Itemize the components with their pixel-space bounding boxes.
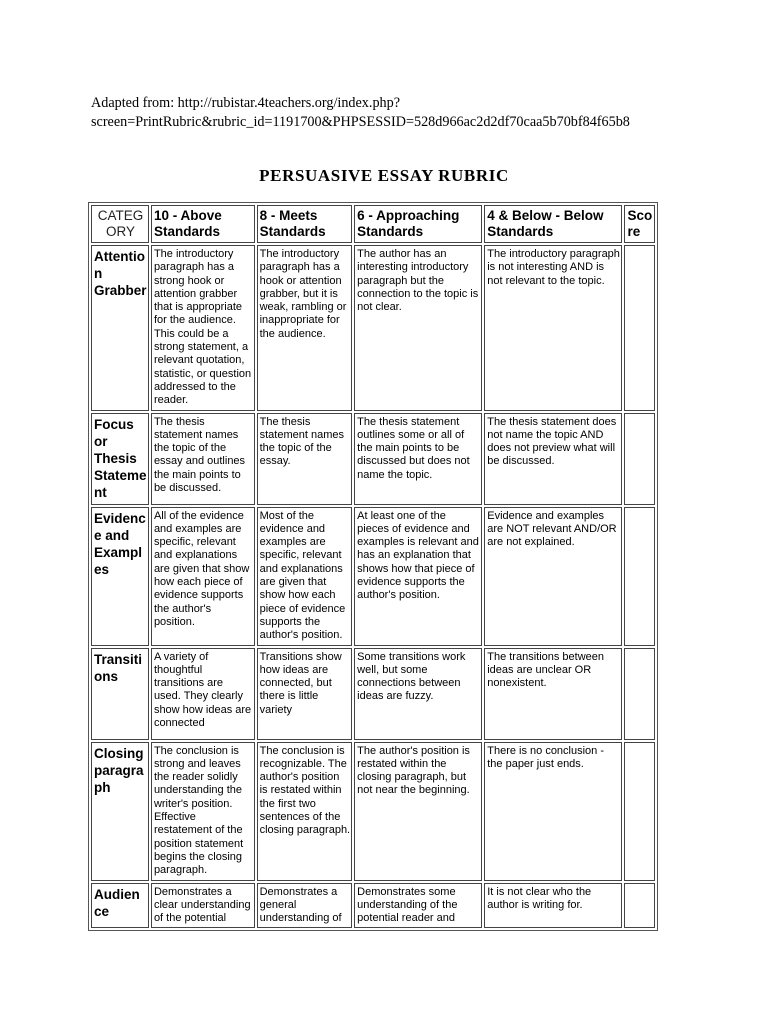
header-category: CATEGORY bbox=[91, 205, 149, 243]
level-8-cell: The introductory paragraph has a hook or attention grabber, but it is weak, rambling or inappropriate for the audience. bbox=[257, 245, 353, 411]
source-citation bbox=[91, 94, 731, 132]
category-cell: Closing paragraph bbox=[91, 742, 149, 881]
category-cell: Transitions bbox=[91, 648, 149, 740]
table-row bbox=[91, 883, 655, 929]
level-4-cell: It is not clear who the author is writing for. bbox=[484, 883, 622, 929]
category-cell: Focus or Thesis Statement bbox=[91, 413, 149, 505]
source-line-1: Adapted from: http://rubistar.4teachers.org/index.php? bbox=[91, 95, 401, 111]
table-row bbox=[91, 742, 655, 881]
level-4-cell: The transitions between ideas are unclear OR nonexistent. bbox=[484, 648, 622, 740]
category-cell: Attention Grabber bbox=[91, 245, 149, 411]
level-6-cell: At least one of the pieces of evidence and examples is relevant and has an explanation that shows how that piece of evidence supports the author's position. bbox=[354, 507, 482, 646]
level-6-cell: Demonstrates some understanding of the potential reader and bbox=[354, 883, 482, 929]
page-title: PERSUASIVE ESSAY RUBRIC bbox=[259, 166, 509, 185]
score-cell bbox=[624, 245, 655, 411]
level-10-cell: The conclusion is strong and leaves the reader solidly understanding the writer's position. Effective restatement of the position statement begins the closing paragraph. bbox=[151, 742, 255, 881]
source-line-2: screen=PrintRubric&rubric_id=1191700&PHPSESSID=528d966ac2d2df70caa5b70bf84f65b8 bbox=[91, 114, 630, 130]
level-6-cell: The author's position is restated within the closing paragraph, but not near the beginning. bbox=[354, 742, 482, 881]
level-10-cell: A variety of thoughtful transitions are used. They clearly show how ideas are connected bbox=[151, 648, 255, 740]
header-level-10: 10 - Above Standards bbox=[151, 205, 255, 243]
level-10-cell: Demonstrates a clear understanding of the potential bbox=[151, 883, 255, 929]
score-cell bbox=[624, 883, 655, 929]
header-score: Score bbox=[624, 205, 655, 243]
category-cell: Audience bbox=[91, 883, 149, 929]
score-cell bbox=[624, 507, 655, 646]
table-row bbox=[91, 507, 655, 646]
table-row bbox=[91, 245, 655, 411]
level-6-cell: The thesis statement outlines some or all of the main points to be discussed but does not name the topic. bbox=[354, 413, 482, 505]
header-level-4: 4 & Below - Below Standards bbox=[484, 205, 622, 243]
level-4-cell: The thesis statement does not name the topic AND does not preview what will be discussed. bbox=[484, 413, 622, 505]
level-8-cell: Demonstrates a general understanding of bbox=[257, 883, 353, 929]
level-8-cell: Most of the evidence and examples are specific, relevant and explanations are given that show how each piece of evidence supports the author's position. bbox=[257, 507, 353, 646]
level-4-cell: There is no conclusion - the paper just ends. bbox=[484, 742, 622, 881]
header-level-6: 6 - Approaching Standards bbox=[354, 205, 482, 243]
header-row bbox=[91, 205, 655, 243]
score-cell bbox=[624, 648, 655, 740]
table-row bbox=[91, 648, 655, 740]
level-4-cell: The introductory paragraph is not interesting AND is not relevant to the topic. bbox=[484, 245, 622, 411]
level-8-cell: Transitions show how ideas are connected, but there is little variety bbox=[257, 648, 353, 740]
score-cell bbox=[624, 413, 655, 505]
level-4-cell: Evidence and examples are NOT relevant AND/OR are not explained. bbox=[484, 507, 622, 646]
level-10-cell: The thesis statement names the topic of the essay and outlines the main points to be discussed. bbox=[151, 413, 255, 505]
level-8-cell: The conclusion is recognizable. The author's position is restated within the first two sentences of the closing paragraph. bbox=[257, 742, 353, 881]
level-10-cell: All of the evidence and examples are specific, relevant and explanations are given that show how each piece of evidence supports the author's position. bbox=[151, 507, 255, 646]
table-row bbox=[91, 413, 655, 505]
rubric-table bbox=[88, 202, 658, 931]
header-level-8: 8 - Meets Standards bbox=[257, 205, 353, 243]
score-cell bbox=[624, 742, 655, 881]
level-6-cell: Some transitions work well, but some connections between ideas are fuzzy. bbox=[354, 648, 482, 740]
level-6-cell: The author has an interesting introductory paragraph but the connection to the topic is not clear. bbox=[354, 245, 482, 411]
category-cell: Evidence and Examples bbox=[91, 507, 149, 646]
level-10-cell: The introductory paragraph has a strong hook or attention grabber that is appropriate for the audience. This could be a strong statement, a relevant quotation, statistic, or question addressed to the reader. bbox=[151, 245, 255, 411]
level-8-cell: The thesis statement names the topic of the essay. bbox=[257, 413, 353, 505]
